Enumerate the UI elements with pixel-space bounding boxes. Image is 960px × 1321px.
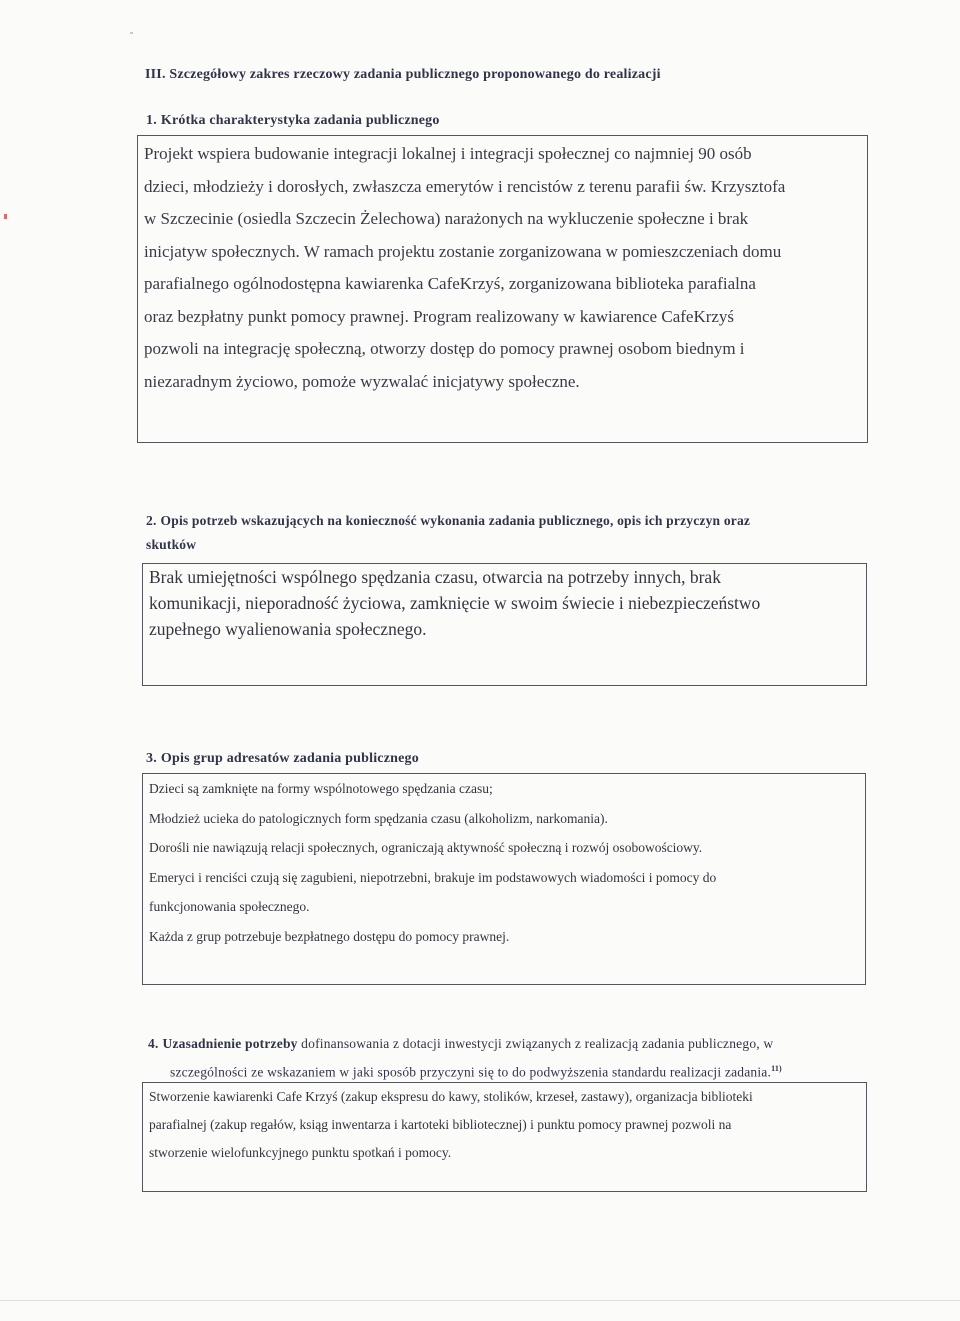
- section-1-line: parafialnego ogólnodostępna kawiarenka CafeKrzyś, zorganizowana biblioteka parafialna: [144, 274, 756, 293]
- section-3-line: Młodzież ucieka do patologicznych form spędzania czasu (alkoholizm, narkomania).: [149, 810, 608, 826]
- section-1-line: w Szczecinie (osiedla Szczecin Żelechowa) narażonych na wykluczenie społeczne i brak: [144, 209, 749, 228]
- scan-edge-line: [0, 1300, 960, 1301]
- section-2-box: [142, 563, 867, 686]
- section-4-heading: [148, 1031, 868, 1085]
- section-4-box: [142, 1082, 867, 1192]
- section-3-box: [142, 773, 866, 985]
- section-4-title-line-2: szczególności ze wskazaniem w jaki sposób przyczyni się to do podwyższenia standardu realizacji zadania.: [170, 1064, 772, 1080]
- section-1-heading: [146, 113, 440, 129]
- section-4-line: parafialnej (zakup regałów, ksiąg inwentarza i kartoteki bibliotecznej) i punktu pomocy prawnej pozwoli na: [149, 1117, 732, 1132]
- section-2-heading: [146, 509, 864, 557]
- section-4-line: Stworzenie kawiarenki Cafe Krzyś (zakup ekspresu do kawy, stolików, krzeseł, zastawy), organizacja biblioteki: [149, 1089, 753, 1104]
- section-2-line: komunikacji, nieporadność życiowa, zamknięcie w swoim świecie i niebezpieczeństwo: [149, 593, 761, 613]
- footnote-marker: 11): [771, 1064, 782, 1073]
- section-1-line: pozwoli na integrację społeczną, otworzy dostęp do pomocy prawnej osobom biednym i: [144, 339, 745, 358]
- section-3-line: Każda z grup potrzebuje bezpłatnego dostępu do pomocy prawnej.: [149, 928, 510, 944]
- section-2-title-line-2: skutków: [146, 537, 197, 552]
- section-1-line: Projekt wspiera budowanie integracji lokalnej i integracji społecznej co najmniej 90 osób: [144, 144, 752, 163]
- section-3-line: funkcjonowania społecznego.: [149, 899, 310, 914]
- section-3-title: Opis grup adresatów zadania publicznego: [160, 751, 419, 766]
- section-3-line: Emeryci i renciści czują się zagubieni, niepotrzebni, brakuje im podstawowych wiadomości i pomocy do: [149, 869, 717, 885]
- section-3-heading: [146, 751, 419, 767]
- section-3-number: 3.: [146, 751, 157, 766]
- section-2-line: zupełnego wyalienowania społecznego.: [149, 619, 427, 639]
- section-4-number: 4.: [148, 1036, 159, 1051]
- section-1-line: oraz bezpłatny punkt pomocy prawnej. Program realizowany w kawiarence CafeKrzyś: [144, 306, 735, 326]
- scan-speck: [130, 32, 133, 34]
- section-1-box: [137, 135, 868, 443]
- section-2-title-line-1: Opis potrzeb wskazujących na konieczność wykonania zadania publicznego, opis ich przyczyn oraz: [160, 513, 751, 528]
- section-1-title: Krótka charakterystyka zadania publicznego: [160, 113, 440, 128]
- section-4-line: stworzenie wielofunkcyjnego punktu spotkań i pomocy.: [149, 1145, 452, 1160]
- section-1-line: niezaradnym życiowo, pomoże wyzwalać inicjatywy społeczne.: [144, 371, 580, 391]
- section-title: III. Szczegółowy zakres rzeczowy zadania publicznego proponowanego do realizacji: [145, 67, 661, 82]
- section-1-number: 1.: [146, 113, 157, 128]
- section-4-title-bold: Uzasadnienie potrzeby: [162, 1036, 298, 1051]
- section-1-line: dzieci, młodzieży i dorosłych, zwłaszcza emerytów i rencistów z terenu parafii św. Krzysztofa: [144, 176, 786, 196]
- section-3-line: Dorośli nie nawiązują relacji społecznych, ograniczają aktywność społeczną i rozwój osobowościowy.: [149, 840, 703, 855]
- section-1-line: inicjatyw społecznych. W ramach projektu zostanie zorganizowana w pomieszczeniach domu: [144, 241, 782, 261]
- section-4-title-rest: dofinansowania z dotacji inwestycji związanych z realizacją zadania publicznego, w: [297, 1036, 774, 1051]
- section-3-line: Dzieci są zamknięte na formy wspólnotowego spędzania czasu;: [149, 781, 493, 796]
- section-2-line: Brak umiejętności wspólnego spędzania czasu, otwarcia na potrzeby innych, brak: [149, 567, 721, 587]
- section-2-number: 2.: [146, 513, 157, 528]
- scan-speck: [4, 214, 7, 219]
